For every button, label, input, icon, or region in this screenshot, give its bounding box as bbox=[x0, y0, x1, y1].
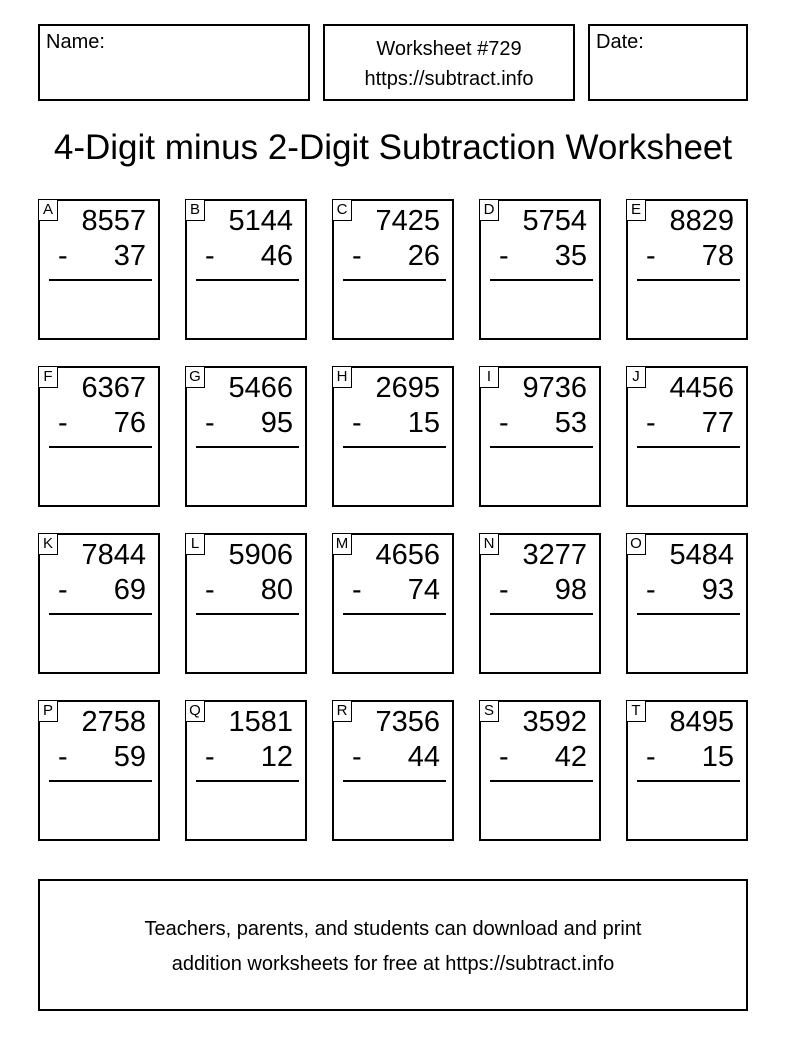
problem-card[interactable] bbox=[479, 199, 601, 340]
problem-letter: P bbox=[38, 700, 58, 722]
footer-line-1: Teachers, parents, and students can download and print bbox=[144, 918, 642, 940]
problem-letter: O bbox=[626, 533, 646, 555]
problem-minuend: 2758 bbox=[81, 706, 146, 738]
problem-card[interactable] bbox=[185, 700, 307, 841]
problem-subtrahend: 44 bbox=[407, 741, 440, 773]
minus-sign: - bbox=[646, 574, 656, 606]
problem-minuend: 5484 bbox=[669, 539, 734, 571]
problem-letter: C bbox=[332, 199, 352, 221]
problem-minuend: 7425 bbox=[375, 205, 440, 237]
problem-minuend: 9736 bbox=[522, 372, 587, 404]
answer-line bbox=[196, 279, 299, 281]
minus-sign: - bbox=[499, 574, 509, 606]
problem-minuend: 7844 bbox=[81, 539, 146, 571]
answer-line bbox=[49, 446, 152, 448]
answer-line bbox=[49, 613, 152, 615]
minus-sign: - bbox=[205, 407, 215, 439]
problem-card[interactable] bbox=[626, 199, 748, 340]
problem-letter: A bbox=[38, 199, 58, 221]
minus-sign: - bbox=[352, 741, 362, 773]
problem-card[interactable] bbox=[479, 533, 601, 674]
problem-subtrahend: 80 bbox=[260, 574, 293, 606]
problem-subtrahend: 69 bbox=[113, 574, 146, 606]
problem-minuend: 7356 bbox=[375, 706, 440, 738]
problem-letter: G bbox=[185, 366, 205, 388]
problem-minuend: 5906 bbox=[228, 539, 293, 571]
problem-subtrahend: 37 bbox=[113, 240, 146, 272]
problem-minuend: 3277 bbox=[522, 539, 587, 571]
answer-line bbox=[49, 279, 152, 281]
problem-letter: J bbox=[626, 366, 646, 388]
problem-subtrahend: 98 bbox=[554, 574, 587, 606]
problem-letter: L bbox=[185, 533, 205, 555]
problem-card[interactable] bbox=[185, 533, 307, 674]
answer-line bbox=[196, 780, 299, 782]
problem-subtrahend: 59 bbox=[113, 741, 146, 773]
answer-line bbox=[490, 279, 593, 281]
problem-card[interactable] bbox=[185, 199, 307, 340]
page-title: 4-Digit minus 2-Digit Subtraction Worksheet bbox=[53, 128, 733, 167]
minus-sign: - bbox=[646, 407, 656, 439]
problem-minuend: 8829 bbox=[669, 205, 734, 237]
problem-card[interactable] bbox=[479, 366, 601, 507]
problem-letter: N bbox=[479, 533, 499, 555]
problem-card[interactable] bbox=[626, 533, 748, 674]
problem-card[interactable] bbox=[38, 199, 160, 340]
problem-subtrahend: 15 bbox=[701, 741, 734, 773]
problem-letter: K bbox=[38, 533, 58, 555]
answer-line bbox=[637, 613, 740, 615]
problem-subtrahend: 42 bbox=[554, 741, 587, 773]
problem-card[interactable] bbox=[38, 366, 160, 507]
worksheet-info-box bbox=[323, 24, 575, 101]
minus-sign: - bbox=[499, 240, 509, 272]
problem-minuend: 1581 bbox=[228, 706, 293, 738]
answer-line bbox=[343, 446, 446, 448]
problem-minuend: 8495 bbox=[669, 706, 734, 738]
minus-sign: - bbox=[205, 741, 215, 773]
problem-card[interactable] bbox=[185, 366, 307, 507]
problem-subtrahend: 78 bbox=[701, 240, 734, 272]
problem-card[interactable] bbox=[38, 700, 160, 841]
problem-card[interactable] bbox=[332, 366, 454, 507]
problem-subtrahend: 53 bbox=[554, 407, 587, 439]
answer-line bbox=[196, 446, 299, 448]
problem-subtrahend: 15 bbox=[407, 407, 440, 439]
minus-sign: - bbox=[58, 574, 68, 606]
date-label: Date: bbox=[596, 31, 644, 53]
problem-letter: M bbox=[332, 533, 352, 555]
answer-line bbox=[343, 613, 446, 615]
answer-line bbox=[196, 613, 299, 615]
minus-sign: - bbox=[646, 741, 656, 773]
problem-minuend: 4456 bbox=[669, 372, 734, 404]
problem-minuend: 3592 bbox=[522, 706, 587, 738]
answer-line bbox=[343, 279, 446, 281]
footer-line-2: addition worksheets for free at https://subtract.info bbox=[171, 953, 615, 975]
problem-letter: S bbox=[479, 700, 499, 722]
minus-sign: - bbox=[58, 741, 68, 773]
problem-minuend: 6367 bbox=[81, 372, 146, 404]
problem-minuend: 4656 bbox=[375, 539, 440, 571]
problem-letter: B bbox=[185, 199, 205, 221]
problem-minuend: 2695 bbox=[375, 372, 440, 404]
problem-minuend: 8557 bbox=[81, 205, 146, 237]
answer-line bbox=[490, 446, 593, 448]
answer-line bbox=[637, 446, 740, 448]
problem-subtrahend: 35 bbox=[554, 240, 587, 272]
minus-sign: - bbox=[499, 741, 509, 773]
answer-line bbox=[490, 613, 593, 615]
answer-line bbox=[637, 279, 740, 281]
name-label: Name: bbox=[46, 31, 105, 53]
minus-sign: - bbox=[352, 574, 362, 606]
minus-sign: - bbox=[352, 407, 362, 439]
problem-card[interactable] bbox=[38, 533, 160, 674]
answer-line bbox=[49, 780, 152, 782]
problem-letter: H bbox=[332, 366, 352, 388]
answer-line bbox=[343, 780, 446, 782]
minus-sign: - bbox=[58, 240, 68, 272]
problem-letter: T bbox=[626, 700, 646, 722]
problem-minuend: 5144 bbox=[228, 205, 293, 237]
minus-sign: - bbox=[205, 240, 215, 272]
footer-notice bbox=[38, 879, 748, 1011]
minus-sign: - bbox=[205, 574, 215, 606]
minus-sign: - bbox=[352, 240, 362, 272]
worksheet-number: Worksheet #729 bbox=[376, 38, 522, 60]
worksheet-url: https://subtract.info bbox=[364, 68, 534, 90]
minus-sign: - bbox=[499, 407, 509, 439]
problem-subtrahend: 26 bbox=[407, 240, 440, 272]
problem-card[interactable] bbox=[332, 199, 454, 340]
problem-card[interactable] bbox=[332, 700, 454, 841]
problem-letter: F bbox=[38, 366, 58, 388]
date-field[interactable] bbox=[588, 24, 748, 101]
problem-subtrahend: 76 bbox=[113, 407, 146, 439]
problem-minuend: 5754 bbox=[522, 205, 587, 237]
problem-subtrahend: 12 bbox=[260, 741, 293, 773]
problem-subtrahend: 74 bbox=[407, 574, 440, 606]
problem-letter: I bbox=[479, 366, 499, 388]
minus-sign: - bbox=[646, 240, 656, 272]
problem-letter: Q bbox=[185, 700, 205, 722]
minus-sign: - bbox=[58, 407, 68, 439]
problem-minuend: 5466 bbox=[228, 372, 293, 404]
problem-card[interactable] bbox=[626, 366, 748, 507]
problem-card[interactable] bbox=[479, 700, 601, 841]
answer-line bbox=[490, 780, 593, 782]
problem-letter: D bbox=[479, 199, 499, 221]
problem-letter: E bbox=[626, 199, 646, 221]
problem-card[interactable] bbox=[332, 533, 454, 674]
name-field[interactable] bbox=[38, 24, 310, 101]
problem-card[interactable] bbox=[626, 700, 748, 841]
problem-subtrahend: 95 bbox=[260, 407, 293, 439]
problem-subtrahend: 93 bbox=[701, 574, 734, 606]
problem-subtrahend: 77 bbox=[701, 407, 734, 439]
answer-line bbox=[637, 780, 740, 782]
problem-subtrahend: 46 bbox=[260, 240, 293, 272]
problem-letter: R bbox=[332, 700, 352, 722]
